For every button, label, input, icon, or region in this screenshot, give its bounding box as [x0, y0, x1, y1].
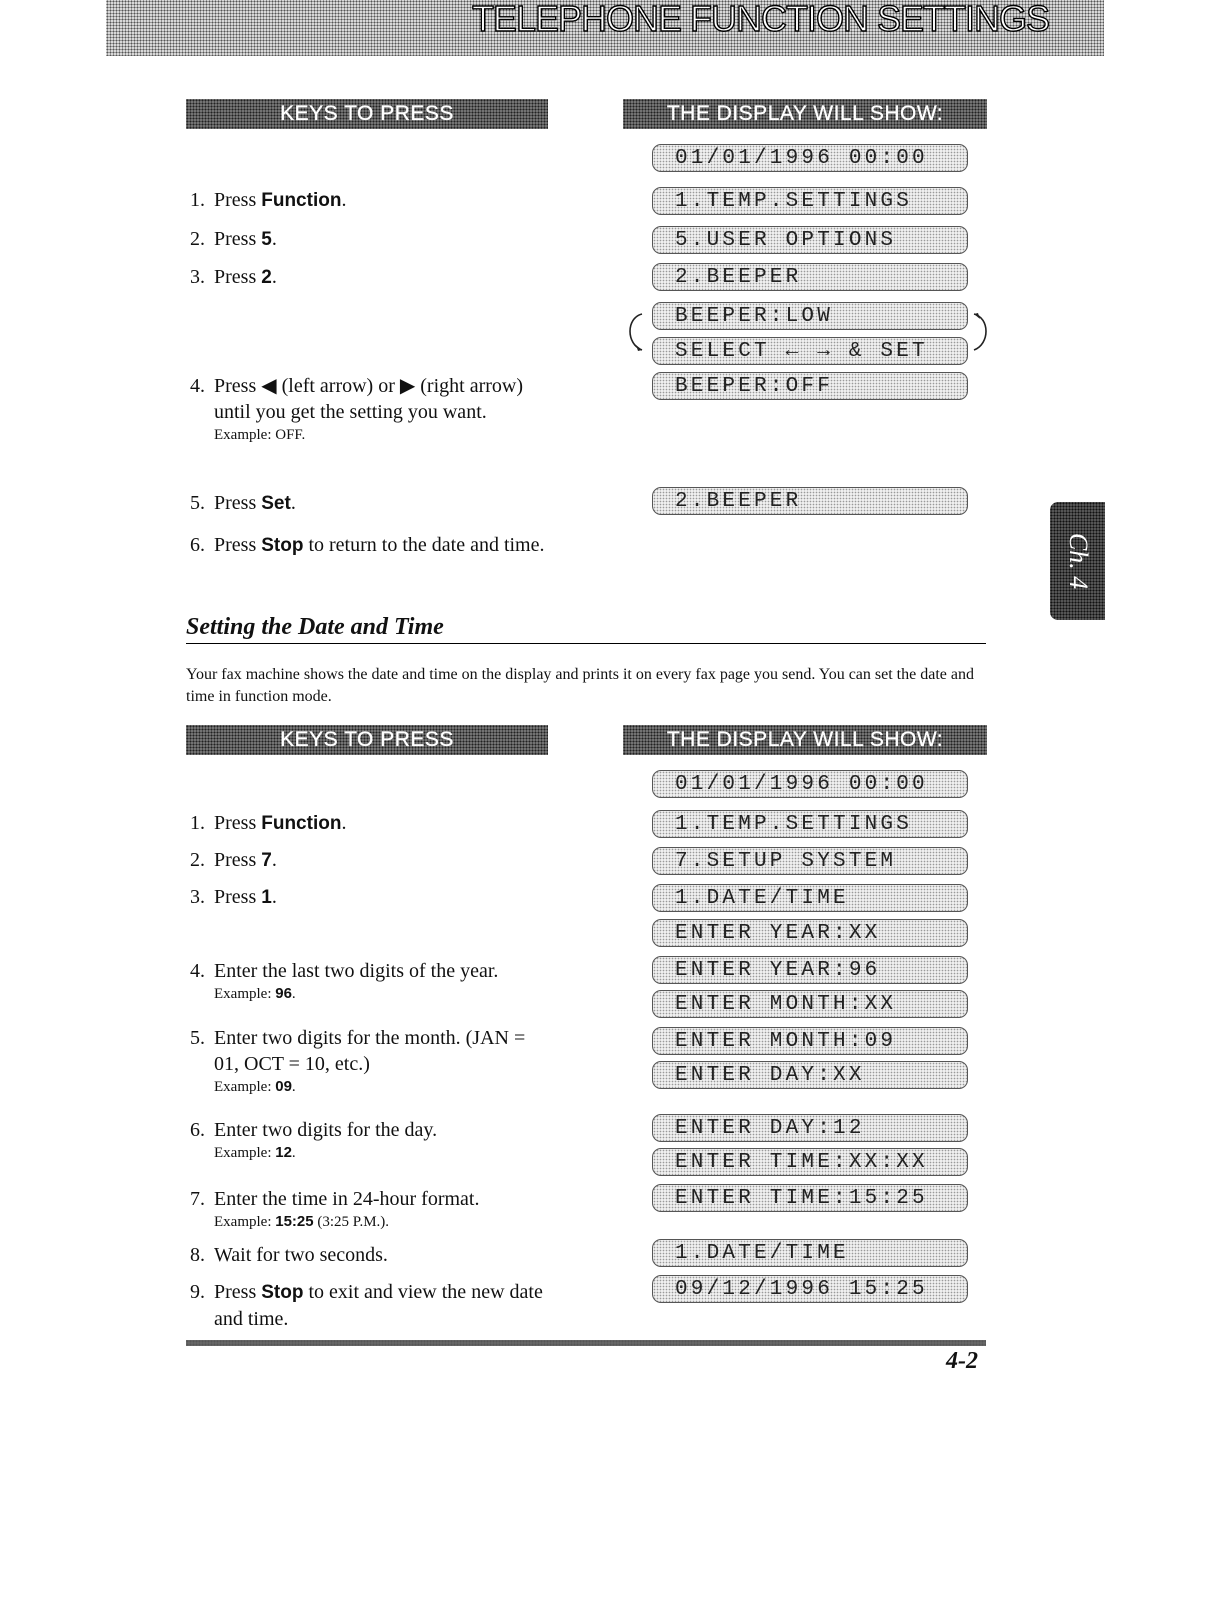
- display-will-show-header: THE DISPLAY WILL SHOW:: [623, 725, 987, 755]
- step: 6. Press Stop to return to the date and time.: [190, 534, 545, 556]
- section-title: Setting the Date and Time: [186, 614, 986, 644]
- alternate-arrow-icon: [968, 308, 998, 356]
- step: 4. Enter the last two digits of the year. Example: 96.: [190, 960, 499, 1002]
- lcd-display: 2.BEEPER: [652, 487, 968, 515]
- lcd-display: ENTER DAY:XX: [652, 1061, 968, 1089]
- lcd-display: 1.TEMP.SETTINGS: [652, 187, 968, 215]
- lcd-display: ENTER MONTH:09: [652, 1027, 968, 1055]
- lcd-display: 01/01/1996 00:00: [652, 144, 968, 172]
- display-will-show-header: THE DISPLAY WILL SHOW:: [623, 99, 987, 129]
- lcd-display: ENTER MONTH:XX: [652, 990, 968, 1018]
- step: 6. Enter two digits for the day. Example: 12.: [190, 1119, 438, 1161]
- lcd-display: 09/12/1996 15:25: [652, 1275, 968, 1303]
- lcd-display: BEEPER:OFF: [652, 372, 968, 400]
- step: 3. Press 1.: [190, 886, 277, 908]
- keys-to-press-header: KEYS TO PRESS: [186, 725, 548, 755]
- lcd-display: ENTER TIME:XX:XX: [652, 1148, 968, 1176]
- lcd-display: SELECT ← → & SET: [652, 337, 968, 365]
- step: 3. Press 2.: [190, 266, 277, 288]
- lcd-display: 1.DATE/TIME: [652, 884, 968, 912]
- lcd-display: 1.DATE/TIME: [652, 1239, 968, 1267]
- lcd-display: 2.BEEPER: [652, 263, 968, 291]
- step: 4. Press ◀ (left arrow) or ▶ (right arrow) until you get the setting you want. Example: OFF.: [190, 375, 523, 443]
- step: 1. Press Function.: [190, 812, 347, 834]
- step: 1. Press Function.: [190, 189, 347, 211]
- step: 5. Enter two digits for the month. (JAN = 01, OCT = 10, etc.) Example: 09.: [190, 1027, 526, 1095]
- step: 2. Press 5.: [190, 228, 277, 250]
- lcd-display: ENTER DAY:12: [652, 1114, 968, 1142]
- lcd-display: ENTER TIME:15:25: [652, 1184, 968, 1212]
- alternate-arrow-icon: [618, 308, 648, 356]
- lcd-display: 5.USER OPTIONS: [652, 226, 968, 254]
- step: 2. Press 7.: [190, 849, 277, 871]
- lcd-display: 7.SETUP SYSTEM: [652, 847, 968, 875]
- page-number: 4-2: [946, 1348, 978, 1374]
- step: 9. Press Stop to exit and view the new date and time.: [190, 1281, 543, 1330]
- step: 8. Wait for two seconds.: [190, 1244, 388, 1266]
- step: 5. Press Set.: [190, 492, 296, 514]
- step: 7. Enter the time in 24-hour format. Example: 15:25 (3:25 P.M.).: [190, 1188, 480, 1230]
- keys-to-press-header: KEYS TO PRESS: [186, 99, 548, 129]
- lcd-display: BEEPER:LOW: [652, 302, 968, 330]
- intro-paragraph: Your fax machine shows the date and time on the display and prints it on every fax page you send. You can set the date and time in function mode.: [186, 666, 974, 705]
- footer-rule: [186, 1340, 986, 1346]
- lcd-display: ENTER YEAR:96: [652, 956, 968, 984]
- chapter-tab: Ch. 4: [1050, 502, 1105, 620]
- lcd-display: 01/01/1996 00:00: [652, 770, 968, 798]
- lcd-display: ENTER YEAR:XX: [652, 919, 968, 947]
- page-title: TELEPHONE FUNCTION SETTINGS: [471, 0, 1049, 39]
- lcd-display: 1.TEMP.SETTINGS: [652, 810, 968, 838]
